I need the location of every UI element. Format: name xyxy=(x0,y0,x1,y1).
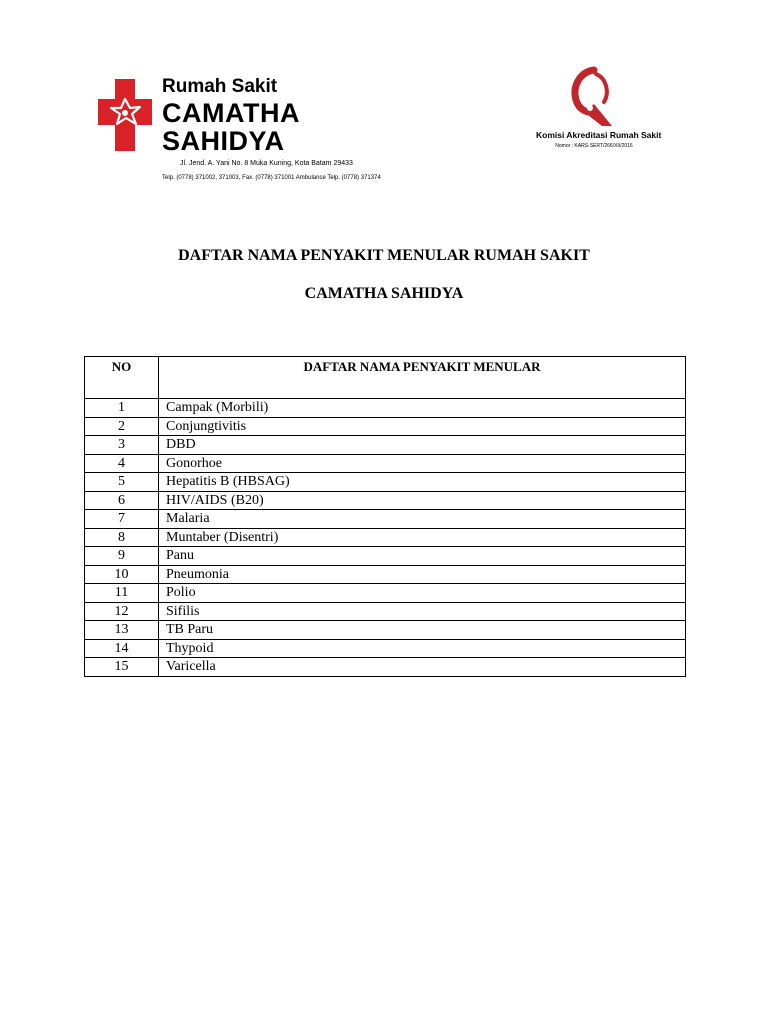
document-title-line2: CAMATHA SAHIDYA xyxy=(304,285,464,302)
table-row xyxy=(85,621,686,640)
row-number: 5 xyxy=(85,473,159,492)
table-row xyxy=(85,565,686,584)
table-header-row xyxy=(85,357,686,399)
column-header-no: NO xyxy=(85,357,159,399)
disease-name: Thypoid xyxy=(159,639,686,658)
table-row xyxy=(85,454,686,473)
row-number: 14 xyxy=(85,639,159,658)
kars-logo-icon xyxy=(566,66,618,130)
row-number: 1 xyxy=(85,399,159,418)
table-row xyxy=(85,417,686,436)
row-number: 7 xyxy=(85,510,159,529)
disease-name: Sifilis xyxy=(159,602,686,621)
row-number: 15 xyxy=(85,658,159,677)
table-row xyxy=(85,473,686,492)
disease-name: Conjungtivitis xyxy=(159,417,686,436)
disease-name: Gonorhoe xyxy=(159,454,686,473)
accreditation-number: Nomor : KARS-SERT/266/XII/2016 xyxy=(555,143,633,149)
row-number: 4 xyxy=(85,454,159,473)
table-row xyxy=(85,658,686,677)
table-row xyxy=(85,547,686,566)
disease-name: Hepatitis B (HBSAG) xyxy=(159,473,686,492)
accreditation-name: Komisi Akreditasi Rumah Sakit xyxy=(536,130,662,140)
table-row xyxy=(85,602,686,621)
hospital-letterhead xyxy=(162,76,422,183)
table-row xyxy=(85,584,686,603)
disease-name: HIV/AIDS (B20) xyxy=(159,491,686,510)
column-header-name: DAFTAR NAMA PENYAKIT MENULAR xyxy=(159,357,686,399)
disease-name: Muntaber (Disentri) xyxy=(159,528,686,547)
row-number: 10 xyxy=(85,565,159,584)
row-number: 9 xyxy=(85,547,159,566)
table-row xyxy=(85,399,686,418)
disease-name: Polio xyxy=(159,584,686,603)
row-number: 8 xyxy=(85,528,159,547)
row-number: 11 xyxy=(85,584,159,603)
table-row xyxy=(85,510,686,529)
table-row xyxy=(85,436,686,455)
row-number: 3 xyxy=(85,436,159,455)
row-number: 6 xyxy=(85,491,159,510)
red-cross-logo-icon xyxy=(96,77,154,153)
hospital-name: CAMATHA SAHIDYA xyxy=(162,98,299,156)
disease-table xyxy=(84,356,686,677)
disease-name: Campak (Morbili) xyxy=(159,399,686,418)
disease-name: Panu xyxy=(159,547,686,566)
disease-name: Malaria xyxy=(159,510,686,529)
document-title-line1: DAFTAR NAMA PENYAKIT MENULAR RUMAH SAKIT xyxy=(178,247,590,264)
row-number: 2 xyxy=(85,417,159,436)
disease-name: Varicella xyxy=(159,658,686,677)
hospital-address: Jl. Jend. A. Yani No. 8 Muka Kuning, Kota Batam 29433 xyxy=(180,160,353,167)
table-row xyxy=(85,639,686,658)
disease-name: DBD xyxy=(159,436,686,455)
hospital-phone: Telp. (0778) 371002, 371003, Fax. (0778) 371001 Ambulance Telp. (0778) 371374 xyxy=(162,175,381,181)
table-row xyxy=(85,528,686,547)
table-row xyxy=(85,491,686,510)
disease-name: Pneumonia xyxy=(159,565,686,584)
row-number: 12 xyxy=(85,602,159,621)
hospital-prefix: Rumah Sakit xyxy=(162,76,278,97)
row-number: 13 xyxy=(85,621,159,640)
disease-name: TB Paru xyxy=(159,621,686,640)
